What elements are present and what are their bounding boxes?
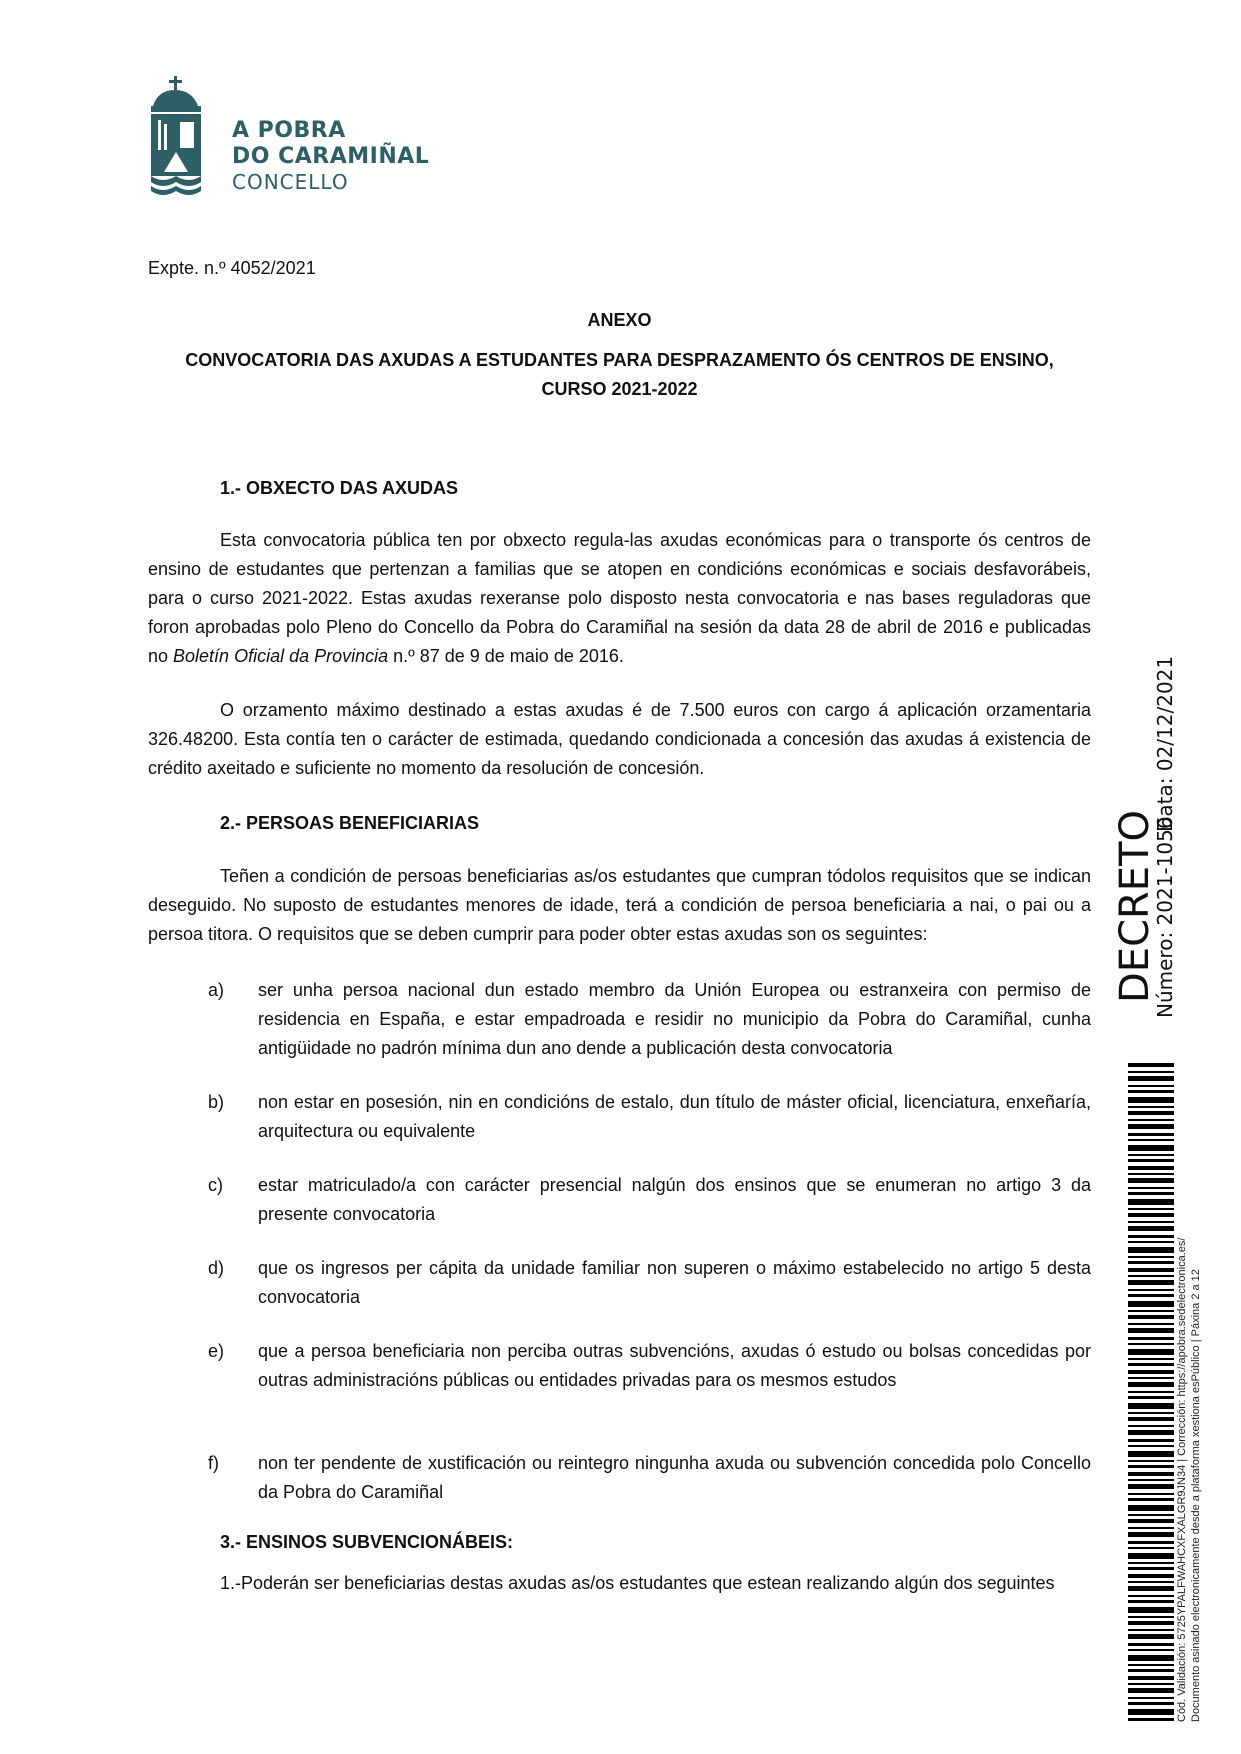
requirement-text: estar matriculado/a con carácter presencial nalgún dos ensinos que se enumeran no artigo 3 da presente convocatoria [258, 1175, 1091, 1224]
section-3-heading: 3.- ENSINOS SUBVENCIONÁBEIS: [220, 1532, 514, 1552]
requirement-text: non ter pendente de xustificación ou reintegro ningunha axuda ou subvención concedida polo Concello da Pobra do Caramiñal [258, 1453, 1091, 1502]
decree-stamp-title: DECRETO [1112, 810, 1158, 1003]
requirement-item-f [208, 1449, 1091, 1507]
document-title-line-2: CURSO 2021-2022 [541, 379, 698, 399]
requirement-item-d [208, 1254, 1091, 1312]
requirement-item-e [208, 1337, 1091, 1395]
section-1-paragraph-1-text-a: Esta convocatoria pública ten por obxecto regula-las axudas económicas para o transporte ós centros de ensino de estudantes que pertenzan a familias que se atopen en condicións económicas e sociais desfavorábeis, para o curso 2021-2022. Estas axudas rexeranse polo disposto nesta convocatoria e nas bases reguladoras que foron aprobadas polo Pleno do Concello da Pobra do Caramiñal na sesión da data 28 de abril de 2016 e publicadas no [148, 530, 1091, 666]
requirement-letter: d) [208, 1258, 225, 1278]
requirement-text: que os ingresos per cápita da unidade familiar non superen o máximo estabelecido no artigo 5 desta convocatoria [258, 1258, 1091, 1307]
requirement-text: non estar en posesión, nin en condicións de estalo, dun título de máster oficial, licenciatura, enxeñaría, arquitectura ou equivalente [258, 1092, 1091, 1141]
digital-signature-text: Documento asinado electronicamente desde a plataforma xestiona esPúblico | Páxina 2 a 12 [1190, 1269, 1202, 1722]
logo-line-3: CONCELLO [232, 170, 349, 194]
section-1-paragraph-1-italic: Boletín Oficial da Provincia [173, 646, 389, 666]
section-3-paragraph-1: 1.-Poderán ser beneficiarias destas axudas as/os estudantes que estean realizando algún dos seguintes [220, 1573, 1055, 1593]
section-1-paragraph-1 [148, 526, 1091, 671]
requirement-letter: e) [208, 1341, 225, 1361]
section-1-paragraph-2: O orzamento máximo destinado a estas axudas é de 7.500 euros con cargo á aplicación orzamentaria 326.48200. Esta contía ten o carácter de estimada, quedando condicionada a concesión das axudas á existencia de crédito axeitado e suficiente no momento da resolución de concesión. [148, 700, 1091, 778]
decree-stamp-date: Data: 02/12/2021 [1153, 655, 1177, 832]
requirement-text: ser unha persoa nacional dun estado membro da Unión Europea ou estranxeira con permiso de residencia en España, e estar empadroada e residir no municipio da Pobra do Caramiñal, cunha antigüidade no padrón mínima dun ano dende a publicación desta convocatoria [258, 980, 1091, 1058]
requirement-letter: f) [208, 1453, 219, 1473]
validation-code-text: Cód. Validación: 5725YPALFWAHCXFXALGR9JN34 | Corrección: https://apobra.sedelectronica.es/ [1176, 1237, 1188, 1722]
decree-stamp-number: Número: 2021-1056 [1153, 816, 1177, 1018]
validation-barcode [1128, 1063, 1174, 1723]
requirement-item-c [208, 1171, 1091, 1229]
annex-title: ANEXO [587, 310, 652, 330]
logo-line-1: A POBRA [232, 118, 346, 143]
section-1-heading: 1.- OBXECTO DAS AXUDAS [220, 478, 459, 498]
requirement-letter: b) [208, 1092, 225, 1112]
document-title-line-1: CONVOCATORIA DAS AXUDAS A ESTUDANTES PARA DESPRAZAMENTO ÓS CENTROS DE ENSINO, [185, 350, 1054, 370]
requirement-letter: c) [208, 1175, 223, 1195]
file-reference: Expte. n.º 4052/2021 [148, 258, 316, 278]
municipality-logo-text [232, 118, 429, 194]
requirement-item-a [208, 976, 1091, 1063]
section-1-paragraph-1-text-b: n.º 87 de 9 de maio de 2016. [388, 646, 624, 666]
section-2-heading: 2.- PERSOAS BENEFICIARIAS [220, 813, 480, 833]
requirement-text: que a persoa beneficiaria non perciba outras subvencións, axudas ó estudo ou bolsas concedidas por outras administracións públicas ou entidades privadas para os mesmos estudos [258, 1341, 1091, 1390]
requirement-letter: a) [208, 980, 225, 1000]
logo-line-2: DO CARAMIÑAL [232, 144, 430, 169]
section-2-intro: Teñen a condición de persoas beneficiarias as/os estudantes que cumpran tódolos requisitos que se indican deseguido. No suposto de estudantes menores de idade, terá a condición de persoa beneficiaria a nai, o pai ou a persoa titora. O requisitos que se deben cumprir para poder obter estas axudas son os seguintes: [148, 866, 1091, 944]
requirement-item-b [208, 1088, 1091, 1146]
